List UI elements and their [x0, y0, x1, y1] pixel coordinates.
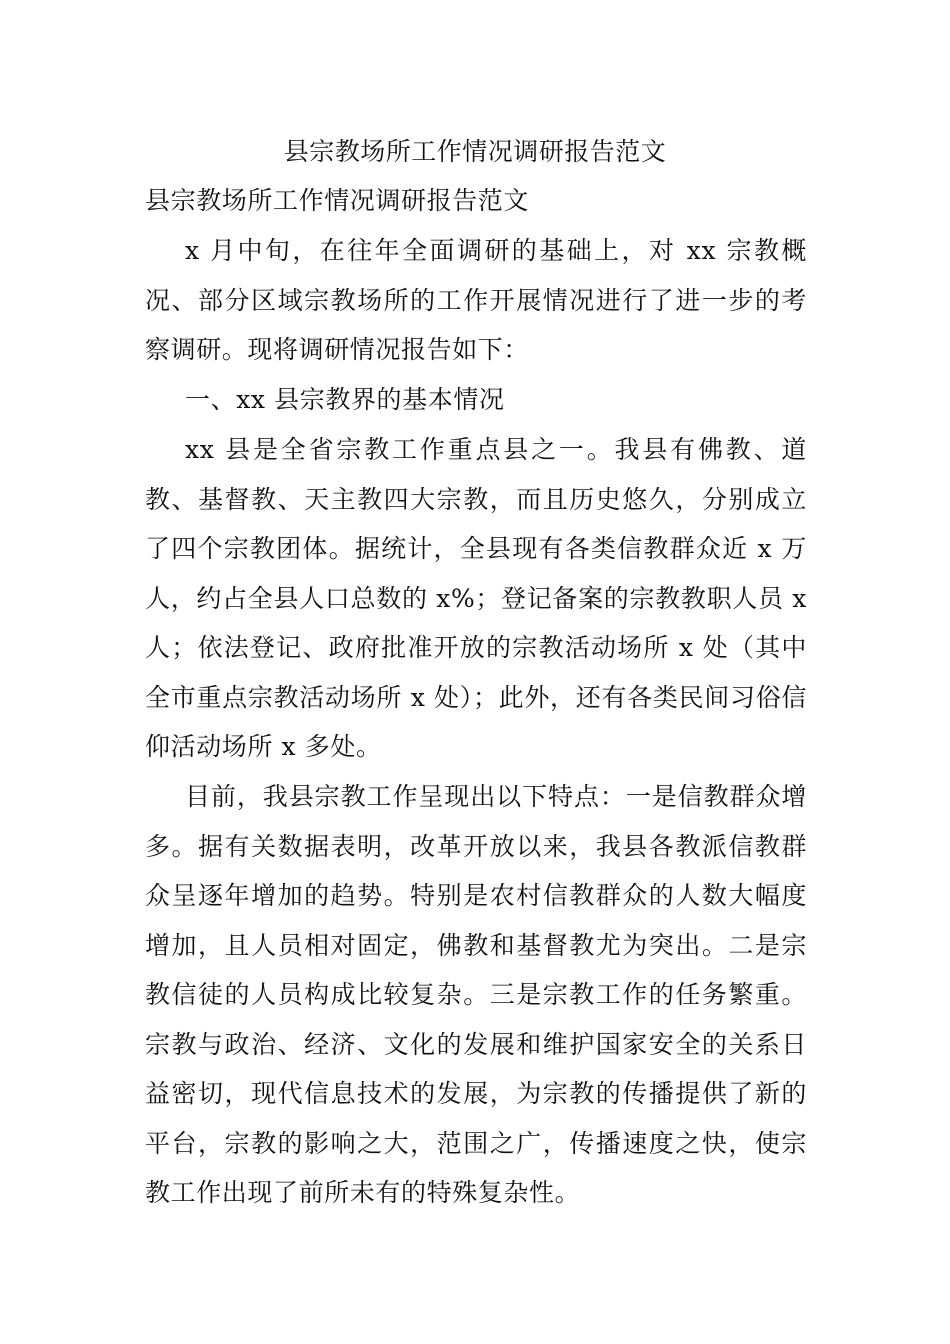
section-heading: 一、xx 县宗教界的基本情况 [185, 385, 505, 414]
document-title: 县宗教场所工作情况调研报告范文 [283, 137, 667, 166]
basic-situation-paragraph: xx 县是全省宗教工作重点县之一。我县有佛教、道教、基督教、天主教四大宗教，而且历史悠久，分别成立了四个宗教团体。据统计，全县现有各类信教群众近 x 万人，约占全县人口总数的 x%；登记备案的宗教教职人员 x 人；依法登记、政府批准开放的宗教活动场所 x 处（其中全市重点宗教活动场所 x 处）；此外，还有各类民间习俗信仰活动场所 x 多处。 [145, 435, 807, 761]
features-paragraph: 目前，我县宗教工作呈现出以下特点：一是信教群众增多。据有关数据表明，改革开放以来，我县各教派信教群众呈逐年增加的趋势。特别是农村信教群众的人数大幅度增加，且人员相对固定，佛教和基督教尤为突出。二是宗教信徒的人员构成比较复杂。三是宗教工作的任务繁重。宗教与政治、经济、文化的发展和维护国家安全的关系日益密切，现代信息技术的发展，为宗教的传播提供了新的平台，宗教的影响之大，范围之广，传播速度之快，使宗教工作出现了前所未有的特殊复杂性。 [145, 782, 807, 1207]
intro-paragraph: x 月中旬，在往年全面调研的基础上，对 xx 宗教概况、部分区域宗教场所的工作开展情况进行了进一步的考察调研。现将调研情况报告如下： [145, 236, 807, 364]
document-subtitle: 县宗教场所工作情况调研报告范文 [145, 186, 530, 215]
